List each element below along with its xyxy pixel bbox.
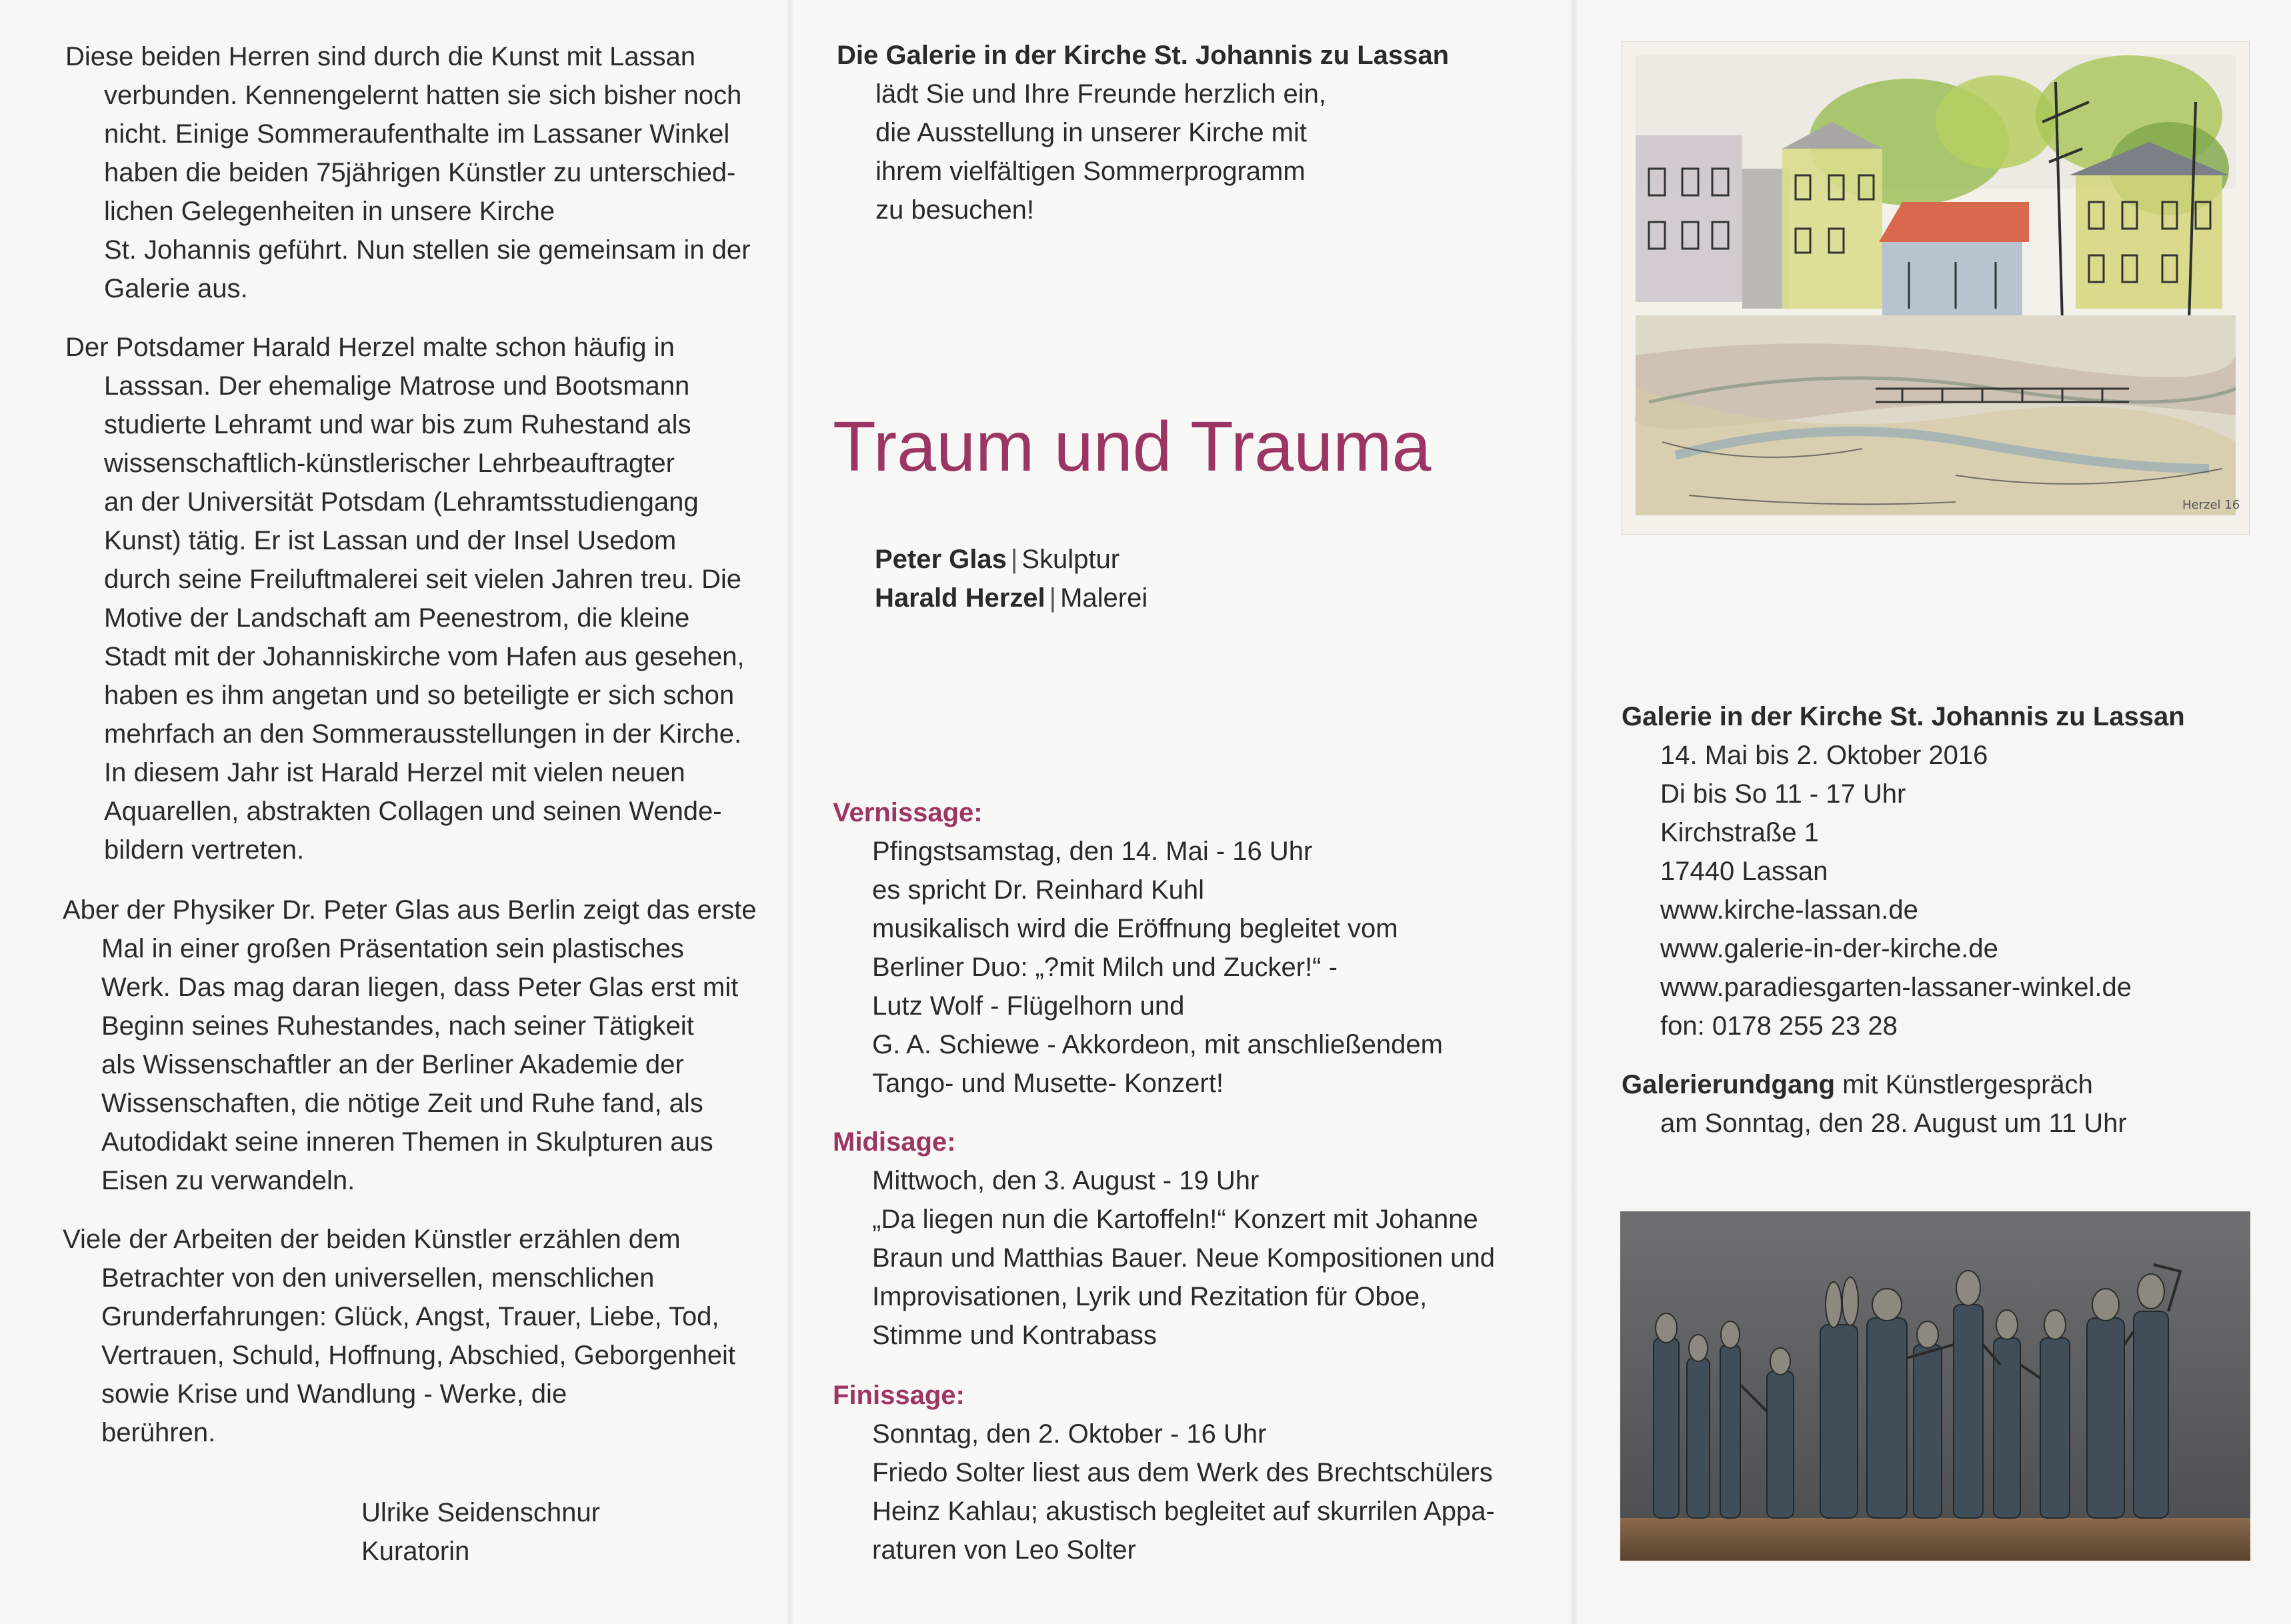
artist-discipline: Malerei [1060,583,1148,613]
tour-text: mit Künstlergespräch [1835,1070,2093,1099]
text-line: Berliner Duo: „?mit Milch und Zucker!“ - [872,953,1338,982]
artist-list [875,540,1148,617]
separator: | [1049,583,1057,613]
text-line: ihrem vielfältigen Sommerprogramm [875,157,1306,186]
tour-line [1622,1065,2185,1104]
text-line: lädt Sie und Ihre Freunde herzlich ein, [875,79,1326,109]
paragraph-glas [63,891,756,1200]
text-line: zu besuchen! [875,195,1034,225]
text-line: Werk. Das mag daran liegen, dass Peter Glas erst mit [101,973,739,1002]
text-line: Motive der Landschaft am Peenestrom, die kleine [104,603,690,633]
paragraph-themes [63,1220,735,1452]
midisage-heading: Midisage: [833,1127,956,1157]
sculpture-photo [1620,1211,2250,1561]
text-line: nicht. Einige Sommeraufenthalte im Lassaner Winkel [104,119,730,149]
text-line: Grunderfahrungen: Glück, Angst, Trauer, Liebe, Tod, [101,1302,719,1331]
text-line: die Ausstellung in unserer Kirche mit [875,118,1307,147]
text-line: haben die beiden 75jährigen Künstler zu unterschied- [104,158,736,187]
text-line: Der Potsdamer Harald Herzel malte schon häufig in [65,333,675,362]
exhibition-dates: 14. Mai bis 2. Oktober 2016 [1660,741,1988,770]
separator: | [1010,545,1018,574]
text-line: Sonntag, den 2. Oktober - 16 Uhr [872,1419,1267,1449]
tour-label: Galerierundgang [1622,1070,1836,1099]
text-line: Improvisationen, Lyrik und Rezitation für Oboe, [872,1282,1428,1311]
text-line: haben es ihm angetan und so beteiligte er sich schon [104,681,735,710]
text-line: „Da liegen nun die Kartoffeln!“ Konzert mit Johanne [872,1205,1478,1234]
website-link[interactable]: www.kirche-lassan.de [1660,895,1918,925]
text-line: Friedo Solter liest aus dem Werk des Brechtschülers [872,1458,1493,1487]
text-line: Braun und Matthias Bauer. Neue Kompositionen und [872,1243,1495,1273]
text-line: Kunst) tätig. Er ist Lassan und der Insel Usedom [104,526,677,555]
artist-row [875,540,1148,579]
text-line: Mal in einer großen Präsentation sein plastisches [101,934,684,963]
text-line: Betrachter von den universellen, menschlichen [101,1263,655,1293]
finissage-heading: Finissage: [833,1381,965,1410]
text-line: Viele der Arbeiten der beiden Künstler erzählen dem [63,1225,681,1254]
text-line: als Wissenschaftler an der Berliner Akademie der [101,1050,684,1079]
text-line: Pfingstsamstag, den 14. Mai - 16 Uhr [872,837,1313,866]
text-line: wissenschaftlich-künstlerischer Lehrbeauftragter [104,449,675,478]
vernissage-heading: Vernissage: [833,798,983,827]
signature-name: Ulrike Seidenschnur [361,1498,600,1527]
finissage-details [872,1415,1495,1569]
invitation-heading: Die Galerie in der Kirche St. Johannis zu Lassan [837,41,1450,70]
artist-name: Harald Herzel [875,583,1045,613]
painting-artwork [1622,42,2249,534]
text-line: studierte Lehramt und war bis zum Ruhestand als [104,410,691,439]
signature [361,1493,600,1571]
website-link[interactable]: www.galerie-in-der-kirche.de [1660,934,1998,963]
text-line: Autodidakt seine inneren Themen in Skulpturen aus [101,1127,713,1157]
sculpture-artwork [1620,1211,2250,1561]
midisage-details [872,1161,1495,1355]
invitation [837,36,1449,229]
text-line: Lutz Wolf - Flügelhorn und [872,991,1185,1021]
venue-name: Galerie in der Kirche St. Johannis zu Lassan [1622,702,2185,731]
text-line: St. Johannis geführt. Nun stellen sie gemeinsam in der [104,235,751,265]
text-line: Aquarellen, abstrakten Collagen und seinen Wende- [104,797,722,826]
opening-hours: Di bis So 11 - 17 Uhr [1660,779,1906,809]
venue-info [1622,697,2185,1143]
text-line: sowie Krise und Wandlung - Werke, die [101,1379,567,1409]
fold-line [1569,0,1578,1624]
text-line: Stadt mit der Johanniskirche vom Hafen aus gesehen, [104,642,745,671]
signature-role: Kuratorin [361,1537,470,1566]
text-line: durch seine Freiluftmalerei seit vielen Jahren treu. Die [104,565,741,594]
text-line: es spricht Dr. Reinhard Kuhl [872,875,1205,905]
paragraph-intro [65,37,750,308]
artist-name: Peter Glas [875,545,1007,574]
text-line: Stimme und Kontrabass [872,1321,1157,1350]
street-address: Kirchstraße 1 [1660,818,1819,847]
tour-date: am Sonntag, den 28. August um 11 Uhr [1660,1109,2127,1138]
text-line: G. A. Schiewe - Akkordeon, mit anschließendem [872,1030,1443,1059]
text-line: Lasssan. Der ehemalige Matrose und Bootsmann [104,371,690,401]
text-line: Mittwoch, den 3. August - 19 Uhr [872,1166,1260,1195]
artist-row [875,579,1148,617]
exhibition-title: Traum und Trauma [833,407,1432,486]
text-line: verbunden. Kennengelernt hatten sie sich bisher noch [104,81,742,110]
website-link[interactable]: www.paradiesgarten-lassaner-winkel.de [1660,973,2132,1002]
artist-discipline: Skulptur [1021,545,1120,574]
text-line: Beginn seines Ruhestandes, nach seiner Tätigkeit [101,1011,694,1041]
text-line: musikalisch wird die Eröffnung begleitet vom [872,914,1398,943]
fold-line [785,0,795,1624]
vernissage-details [872,832,1443,1103]
paragraph-herzel [65,328,745,869]
text-line: Galerie aus. [104,274,248,303]
text-line: Eisen zu verwandeln. [101,1166,355,1195]
text-line: berühren. [101,1418,216,1447]
text-line: lichen Gelegenheiten in unsere Kirche [104,197,555,226]
painting-signature: Herzel 16 [2182,498,2240,512]
postal-city: 17440 Lassan [1660,857,1828,886]
text-line: raturen von Leo Solter [872,1535,1136,1565]
text-line: an der Universität Potsdam (Lehramtsstudiengang [104,487,699,517]
text-line: Heinz Kahlau; akustisch begleitet auf skurrilen Appa- [872,1497,1495,1526]
text-line: In diesem Jahr ist Harald Herzel mit vielen neuen [104,758,685,787]
text-line: Tango- und Musette- Konzert! [872,1069,1224,1098]
text-line: Aber der Physiker Dr. Peter Glas aus Berlin zeigt das erste [63,895,757,925]
text-line: mehrfach an den Sommerausstellungen in der Kirche. [104,719,742,749]
text-line: Diese beiden Herren sind durch die Kunst mit Lassan [65,42,695,71]
text-line: Wissenschaften, die nötige Zeit und Ruhe fand, als [101,1089,703,1118]
left-panel [0,0,790,1624]
text-line: bildern vertreten. [104,835,305,865]
phone-number: fon: 0178 255 23 28 [1660,1011,1898,1041]
text-line: Vertrauen, Schuld, Hoffnung, Abschied, Geborgenheit [101,1341,736,1370]
watercolor-painting [1622,41,2250,535]
